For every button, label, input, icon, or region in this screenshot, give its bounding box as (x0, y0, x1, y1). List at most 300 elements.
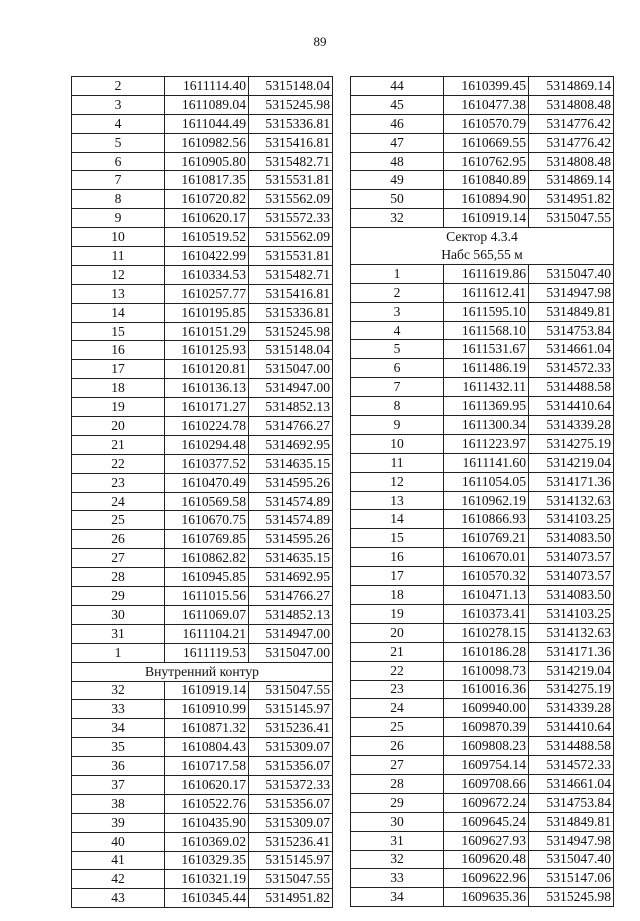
table-row (351, 190, 614, 209)
x-coordinate: 1610919.14 (444, 209, 529, 228)
table-row (72, 889, 333, 908)
x-coordinate: 1610477.38 (444, 95, 529, 114)
y-coordinate: 5314951.82 (249, 889, 333, 908)
section-header: Сектор 4.3.4 (351, 228, 614, 246)
table-row (72, 454, 333, 473)
y-coordinate: 5314808.48 (529, 95, 614, 114)
x-coordinate: 1610345.44 (165, 889, 249, 908)
x-coordinate: 1611612.41 (444, 283, 529, 302)
point-number: 17 (72, 360, 165, 379)
x-coordinate: 1611486.19 (444, 359, 529, 378)
table-row (72, 832, 333, 851)
table-row (72, 851, 333, 870)
x-coordinate: 1610422.99 (165, 247, 249, 266)
table-row (351, 209, 614, 228)
table-row (72, 605, 333, 624)
y-coordinate: 5315336.81 (249, 114, 333, 133)
point-number: 32 (351, 209, 444, 228)
x-coordinate: 1610862.82 (165, 549, 249, 568)
x-coordinate: 1609754.14 (444, 756, 529, 775)
y-coordinate: 5315148.04 (249, 77, 333, 96)
point-number: 13 (72, 284, 165, 303)
y-coordinate: 5315336.81 (249, 303, 333, 322)
point-number: 7 (72, 171, 165, 190)
x-coordinate: 1610570.79 (444, 114, 529, 133)
table-row (351, 397, 614, 416)
table-row (351, 491, 614, 510)
y-coordinate: 5314951.82 (529, 190, 614, 209)
table-row (72, 492, 333, 511)
table-row (351, 529, 614, 548)
y-coordinate: 5314083.50 (529, 529, 614, 548)
table-row (351, 642, 614, 661)
table-row (351, 548, 614, 567)
point-number: 28 (351, 774, 444, 793)
y-coordinate: 5314852.13 (249, 398, 333, 417)
x-coordinate: 1609808.23 (444, 737, 529, 756)
point-number: 23 (351, 680, 444, 699)
x-coordinate: 1610329.35 (165, 851, 249, 870)
point-number: 50 (351, 190, 444, 209)
x-coordinate: 1610195.85 (165, 303, 249, 322)
point-number: 6 (351, 359, 444, 378)
y-coordinate: 5314574.89 (249, 511, 333, 530)
table-row (351, 812, 614, 831)
point-number: 20 (351, 623, 444, 642)
x-coordinate: 1611619.86 (444, 264, 529, 283)
table-row (351, 604, 614, 623)
x-coordinate: 1609627.93 (444, 831, 529, 850)
point-number: 15 (72, 322, 165, 341)
point-number: 23 (72, 473, 165, 492)
y-coordinate: 5315047.55 (249, 681, 333, 700)
y-coordinate: 5314103.25 (529, 510, 614, 529)
section-header-row (72, 662, 333, 681)
point-number: 4 (72, 114, 165, 133)
y-coordinate: 5314661.04 (529, 774, 614, 793)
table-row (351, 152, 614, 171)
x-coordinate: 1609620.48 (444, 850, 529, 869)
x-coordinate: 1610334.53 (165, 265, 249, 284)
point-number: 48 (351, 152, 444, 171)
y-coordinate: 5314488.58 (529, 378, 614, 397)
table-row (72, 114, 333, 133)
table-row (351, 623, 614, 642)
x-coordinate: 1610894.90 (444, 190, 529, 209)
table-row (351, 264, 614, 283)
table-row (351, 133, 614, 152)
point-number: 33 (72, 700, 165, 719)
table-row (72, 190, 333, 209)
x-coordinate: 1610257.77 (165, 284, 249, 303)
section-header: Внутренний контур (72, 662, 333, 681)
point-number: 10 (351, 434, 444, 453)
coordinates-table-left (71, 76, 333, 908)
x-coordinate: 1610919.14 (165, 681, 249, 700)
y-coordinate: 5315416.81 (249, 284, 333, 303)
table-row (351, 434, 614, 453)
y-coordinate: 5314083.50 (529, 586, 614, 605)
point-number: 9 (351, 416, 444, 435)
point-number: 40 (72, 832, 165, 851)
table-row (72, 643, 333, 662)
point-number: 16 (72, 341, 165, 360)
x-coordinate: 1610670.75 (165, 511, 249, 530)
point-number: 11 (72, 247, 165, 266)
table-row (72, 228, 333, 247)
table-row (72, 681, 333, 700)
y-coordinate: 5315245.98 (249, 322, 333, 341)
y-coordinate: 5315309.07 (249, 738, 333, 757)
y-coordinate: 5314947.00 (249, 379, 333, 398)
point-number: 37 (72, 775, 165, 794)
x-coordinate: 1610982.56 (165, 133, 249, 152)
table-row (351, 869, 614, 888)
table-row (351, 793, 614, 812)
y-coordinate: 5314595.26 (249, 473, 333, 492)
y-coordinate: 5314410.64 (529, 397, 614, 416)
table-row (351, 567, 614, 586)
y-coordinate: 5315047.40 (529, 264, 614, 283)
y-coordinate: 5314852.13 (249, 605, 333, 624)
x-coordinate: 1610016.36 (444, 680, 529, 699)
x-coordinate: 1610399.45 (444, 77, 529, 96)
table-row (72, 209, 333, 228)
table-row (351, 77, 614, 96)
x-coordinate: 1610224.78 (165, 417, 249, 436)
table-row (72, 171, 333, 190)
x-coordinate: 1609635.36 (444, 888, 529, 907)
x-coordinate: 1610620.17 (165, 209, 249, 228)
y-coordinate: 5314753.84 (529, 321, 614, 340)
y-coordinate: 5315482.71 (249, 152, 333, 171)
y-coordinate: 5315047.40 (529, 850, 614, 869)
table-row (72, 133, 333, 152)
y-coordinate: 5314073.57 (529, 567, 614, 586)
y-coordinate: 5314766.27 (249, 587, 333, 606)
y-coordinate: 5314219.04 (529, 453, 614, 472)
point-number: 5 (72, 133, 165, 152)
point-number: 2 (351, 283, 444, 302)
x-coordinate: 1611595.10 (444, 302, 529, 321)
y-coordinate: 5314572.33 (529, 756, 614, 775)
table-row (351, 283, 614, 302)
table-row (72, 624, 333, 643)
y-coordinate: 5315482.71 (249, 265, 333, 284)
x-coordinate: 1610817.35 (165, 171, 249, 190)
point-number: 14 (351, 510, 444, 529)
point-number: 31 (72, 624, 165, 643)
y-coordinate: 5315531.81 (249, 171, 333, 190)
page-number: 89 (313, 34, 327, 49)
x-coordinate: 1610962.19 (444, 491, 529, 510)
x-coordinate: 1610151.29 (165, 322, 249, 341)
y-coordinate: 5314595.26 (249, 530, 333, 549)
x-coordinate: 1610470.49 (165, 473, 249, 492)
y-coordinate: 5314753.84 (529, 793, 614, 812)
x-coordinate: 1611015.56 (165, 587, 249, 606)
table-row (72, 265, 333, 284)
point-number: 29 (351, 793, 444, 812)
table-row (351, 510, 614, 529)
table-row (351, 95, 614, 114)
point-number: 34 (72, 719, 165, 738)
x-coordinate: 1610871.32 (165, 719, 249, 738)
y-coordinate: 5314132.63 (529, 491, 614, 510)
table-row (72, 738, 333, 757)
table-row (351, 774, 614, 793)
y-coordinate: 5315148.04 (249, 341, 333, 360)
point-number: 26 (351, 737, 444, 756)
x-coordinate: 1610670.01 (444, 548, 529, 567)
x-coordinate: 1610171.27 (165, 398, 249, 417)
x-coordinate: 1610769.21 (444, 529, 529, 548)
table-row (72, 247, 333, 266)
y-coordinate: 5314776.42 (529, 114, 614, 133)
y-coordinate: 5315047.00 (249, 360, 333, 379)
y-coordinate: 5314766.27 (249, 417, 333, 436)
table-row (351, 756, 614, 775)
x-coordinate: 1610905.80 (165, 152, 249, 171)
y-coordinate: 5314275.19 (529, 434, 614, 453)
table-row (72, 152, 333, 171)
point-number: 49 (351, 171, 444, 190)
point-number: 19 (351, 604, 444, 623)
x-coordinate: 1610570.32 (444, 567, 529, 586)
x-coordinate: 1611369.95 (444, 397, 529, 416)
x-coordinate: 1610373.41 (444, 604, 529, 623)
table-row (351, 718, 614, 737)
x-coordinate: 1611104.21 (165, 624, 249, 643)
point-number: 18 (351, 586, 444, 605)
point-number: 34 (351, 888, 444, 907)
table-row (72, 341, 333, 360)
y-coordinate: 5315416.81 (249, 133, 333, 152)
y-coordinate: 5314808.48 (529, 152, 614, 171)
table-row (351, 661, 614, 680)
x-coordinate: 1611069.07 (165, 605, 249, 624)
point-number: 24 (351, 699, 444, 718)
x-coordinate: 1611223.97 (444, 434, 529, 453)
x-coordinate: 1610762.95 (444, 152, 529, 171)
x-coordinate: 1610717.58 (165, 757, 249, 776)
y-coordinate: 5315572.33 (249, 209, 333, 228)
point-number: 46 (351, 114, 444, 133)
y-coordinate: 5314776.42 (529, 133, 614, 152)
point-number: 7 (351, 378, 444, 397)
y-coordinate: 5314171.36 (529, 472, 614, 491)
x-coordinate: 1609645.24 (444, 812, 529, 831)
x-coordinate: 1609708.66 (444, 774, 529, 793)
x-coordinate: 1611531.67 (444, 340, 529, 359)
table-row (351, 586, 614, 605)
y-coordinate: 5315147.06 (529, 869, 614, 888)
y-coordinate: 5315531.81 (249, 247, 333, 266)
x-coordinate: 1610620.17 (165, 775, 249, 794)
point-number: 20 (72, 417, 165, 436)
point-number: 13 (351, 491, 444, 510)
point-number: 24 (72, 492, 165, 511)
point-number: 35 (72, 738, 165, 757)
point-number: 32 (351, 850, 444, 869)
y-coordinate: 5314947.98 (529, 831, 614, 850)
x-coordinate: 1610569.58 (165, 492, 249, 511)
table-row (72, 284, 333, 303)
x-coordinate: 1610769.85 (165, 530, 249, 549)
y-coordinate: 5315145.97 (249, 700, 333, 719)
point-number: 19 (72, 398, 165, 417)
x-coordinate: 1611141.60 (444, 453, 529, 472)
point-number: 8 (351, 397, 444, 416)
x-coordinate: 1610377.52 (165, 454, 249, 473)
point-number: 18 (72, 379, 165, 398)
table-row (72, 587, 333, 606)
section-header: Набс 565,55 м (351, 246, 614, 264)
point-number: 30 (72, 605, 165, 624)
point-number: 25 (351, 718, 444, 737)
y-coordinate: 5315562.09 (249, 190, 333, 209)
table-row (72, 360, 333, 379)
x-coordinate: 1609870.39 (444, 718, 529, 737)
table-row (351, 321, 614, 340)
table-row (351, 340, 614, 359)
y-coordinate: 5315309.07 (249, 813, 333, 832)
point-number: 15 (351, 529, 444, 548)
table-row (351, 680, 614, 699)
x-coordinate: 1610804.43 (165, 738, 249, 757)
x-coordinate: 1610098.73 (444, 661, 529, 680)
table-row (72, 417, 333, 436)
table-row (72, 303, 333, 322)
table-row (72, 813, 333, 832)
x-coordinate: 1609940.00 (444, 699, 529, 718)
y-coordinate: 5314275.19 (529, 680, 614, 699)
point-number: 21 (351, 642, 444, 661)
point-number: 36 (72, 757, 165, 776)
table-row (351, 416, 614, 435)
table-row (351, 453, 614, 472)
table-row (72, 398, 333, 417)
y-coordinate: 5315562.09 (249, 228, 333, 247)
x-coordinate: 1611432.11 (444, 378, 529, 397)
point-number: 12 (351, 472, 444, 491)
x-coordinate: 1610522.76 (165, 794, 249, 813)
table-row (72, 95, 333, 114)
x-coordinate: 1611044.49 (165, 114, 249, 133)
point-number: 4 (351, 321, 444, 340)
x-coordinate: 1610369.02 (165, 832, 249, 851)
point-number: 9 (72, 209, 165, 228)
x-coordinate: 1611568.10 (444, 321, 529, 340)
x-coordinate: 1610910.99 (165, 700, 249, 719)
point-number: 16 (351, 548, 444, 567)
point-number: 1 (351, 264, 444, 283)
y-coordinate: 5314869.14 (529, 77, 614, 96)
x-coordinate: 1610471.13 (444, 586, 529, 605)
table-row (72, 435, 333, 454)
y-coordinate: 5315245.98 (249, 95, 333, 114)
table-row (72, 700, 333, 719)
point-number: 25 (72, 511, 165, 530)
y-coordinate: 5314073.57 (529, 548, 614, 567)
point-number: 8 (72, 190, 165, 209)
point-number: 26 (72, 530, 165, 549)
x-coordinate: 1610720.82 (165, 190, 249, 209)
y-coordinate: 5314171.36 (529, 642, 614, 661)
x-coordinate: 1610125.93 (165, 341, 249, 360)
y-coordinate: 5315356.07 (249, 757, 333, 776)
y-coordinate: 5315236.41 (249, 719, 333, 738)
y-coordinate: 5315245.98 (529, 888, 614, 907)
x-coordinate: 1611114.40 (165, 77, 249, 96)
x-coordinate: 1610186.28 (444, 642, 529, 661)
y-coordinate: 5315356.07 (249, 794, 333, 813)
point-number: 6 (72, 152, 165, 171)
x-coordinate: 1610321.19 (165, 870, 249, 889)
table-row (351, 359, 614, 378)
table-row (72, 511, 333, 530)
x-coordinate: 1610294.48 (165, 435, 249, 454)
point-number: 5 (351, 340, 444, 359)
table-row (351, 737, 614, 756)
x-coordinate: 1610435.90 (165, 813, 249, 832)
x-coordinate: 1611089.04 (165, 95, 249, 114)
x-coordinate: 1611054.05 (444, 472, 529, 491)
table-row (351, 831, 614, 850)
table-row (351, 378, 614, 397)
y-coordinate: 5315047.55 (529, 209, 614, 228)
table-row (72, 568, 333, 587)
point-number: 33 (351, 869, 444, 888)
y-coordinate: 5314692.95 (249, 568, 333, 587)
point-number: 28 (72, 568, 165, 587)
table-row (72, 379, 333, 398)
y-coordinate: 5314410.64 (529, 718, 614, 737)
y-coordinate: 5314947.98 (529, 283, 614, 302)
point-number: 27 (351, 756, 444, 775)
y-coordinate: 5314339.28 (529, 699, 614, 718)
point-number: 10 (72, 228, 165, 247)
y-coordinate: 5314219.04 (529, 661, 614, 680)
y-coordinate: 5314339.28 (529, 416, 614, 435)
point-number: 30 (351, 812, 444, 831)
table-row (72, 530, 333, 549)
y-coordinate: 5315047.00 (249, 643, 333, 662)
x-coordinate: 1610669.55 (444, 133, 529, 152)
point-number: 11 (351, 453, 444, 472)
y-coordinate: 5314849.81 (529, 812, 614, 831)
y-coordinate: 5315372.33 (249, 775, 333, 794)
y-coordinate: 5314103.25 (529, 604, 614, 623)
y-coordinate: 5315236.41 (249, 832, 333, 851)
table-row (351, 302, 614, 321)
point-number: 2 (72, 77, 165, 96)
table-row (72, 549, 333, 568)
table-row (351, 472, 614, 491)
section-header-row (351, 228, 614, 246)
point-number: 12 (72, 265, 165, 284)
y-coordinate: 5314572.33 (529, 359, 614, 378)
y-coordinate: 5314692.95 (249, 435, 333, 454)
table-row (72, 322, 333, 341)
y-coordinate: 5314635.15 (249, 549, 333, 568)
table-row (351, 699, 614, 718)
y-coordinate: 5314574.89 (249, 492, 333, 511)
table-row (351, 850, 614, 869)
y-coordinate: 5314635.15 (249, 454, 333, 473)
table-row (72, 794, 333, 813)
table-row (72, 719, 333, 738)
